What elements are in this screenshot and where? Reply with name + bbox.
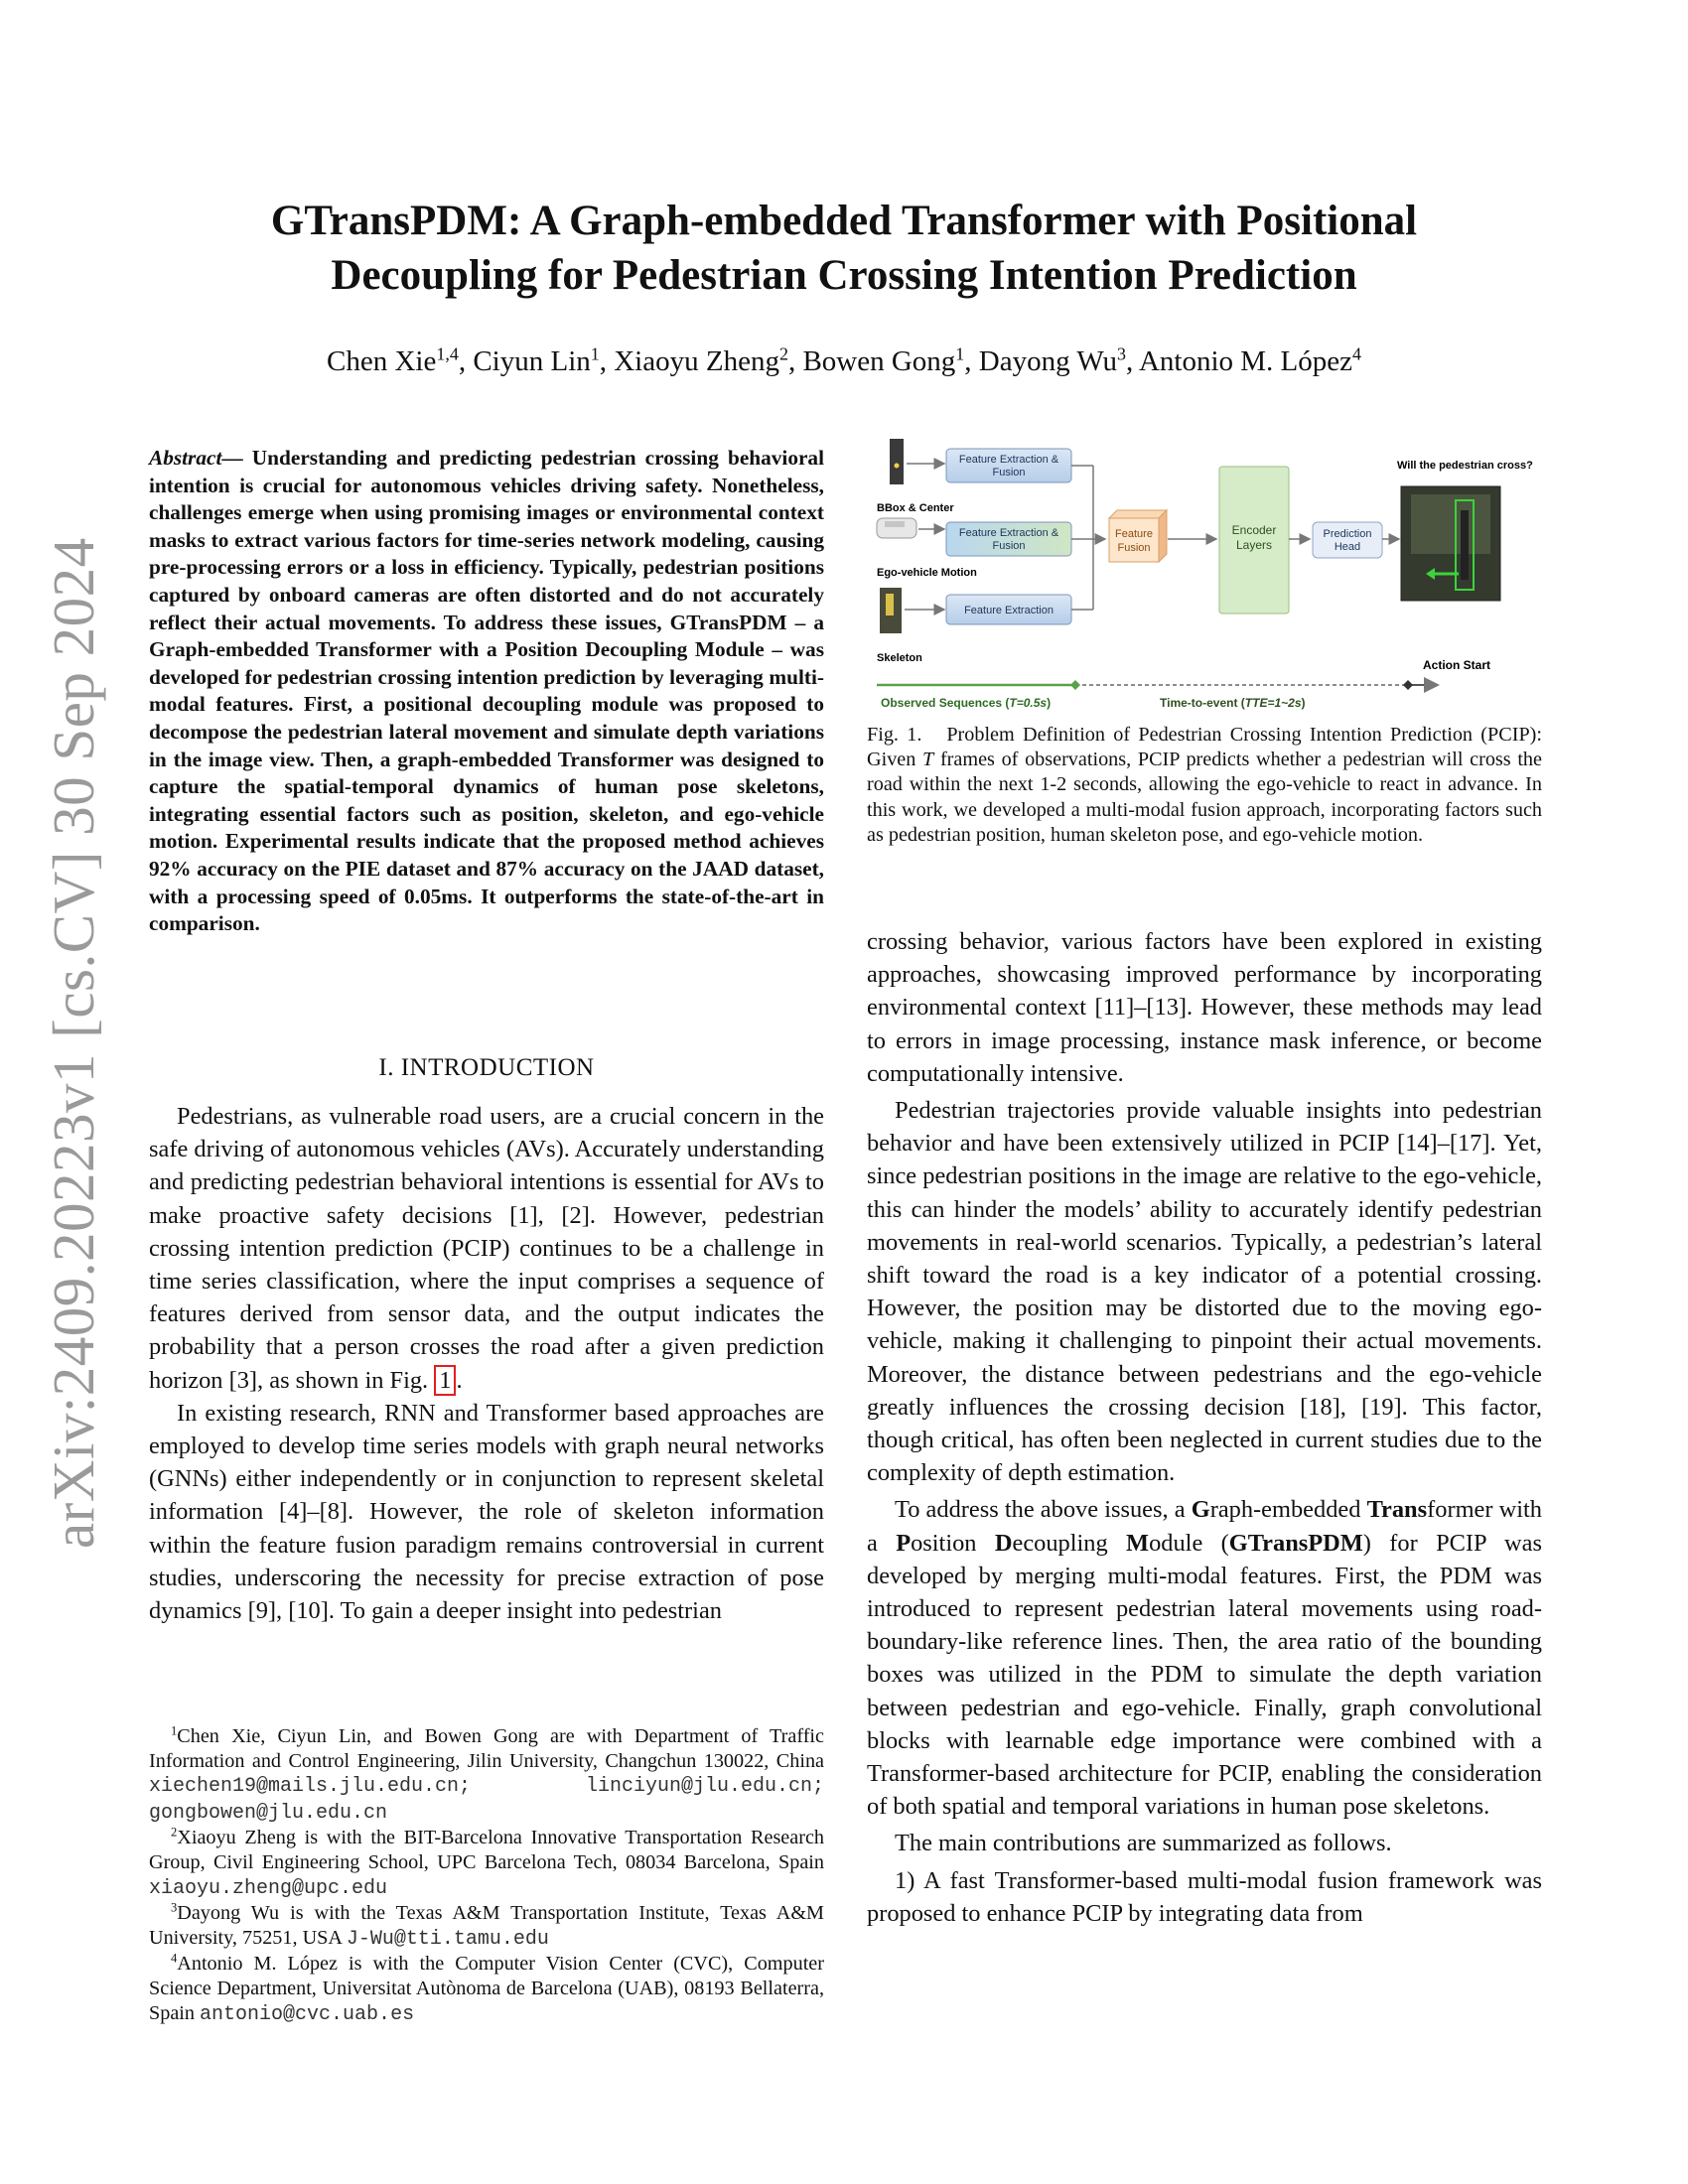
caption-variable: T (922, 749, 934, 771)
author-list: Chen Xie$^{1,4}$, Ciyun Lin$^1$, Xiaoyu Zheng$^2$, Bowen Gong$^1$, Dayong Wu$^3$, Antonio M. López$^4$ (327, 343, 1361, 377)
pcip-diagram-svg (867, 439, 1552, 715)
paragraph-text: Pedestrians, as vulnerable road users, are a crucial concern in the safe driving of autonomous vehicles (AVs). Accurately understanding and predicting pedestrian behavioral intentions is essential for AVs to make proactive safety decisions [1], [2]. However, pedestrian crossing intention prediction (PCIP) continues to be a challenge in time series classification, where the input comprises a sequence of features derived from sensor data, and the output indicates the probability that a person crosses the road after a given prediction horizon [3], as shown in Fig. (149, 1103, 824, 1394)
box-label: Head (1334, 541, 1361, 553)
box-label: Layers (1235, 538, 1273, 552)
observed-sequence-label: Observed Sequences (T=0.5s) (881, 696, 1052, 710)
footnote-text: Dayong Wu is with the Texas A&M Transportation Institute, Texas A&M University, 75251, USA (149, 1902, 824, 1949)
footnote (149, 1826, 824, 1901)
box-label: Feature (1115, 528, 1153, 540)
author: Xiaoyu Zheng (614, 345, 779, 377)
feature-fusion-box (1109, 518, 1159, 562)
author-affiliation: 3 (1117, 343, 1127, 364)
paragraph: 1) A fast Transformer-based multi-modal fusion framework was proposed to enhance PCIP by integrating data from (867, 1866, 1542, 1927)
intro-left-column (149, 1100, 824, 1627)
author: Ciyun Lin (473, 345, 591, 377)
label-ego-motion: Ego-vehicle Motion (877, 567, 977, 579)
abstract (149, 445, 824, 938)
scene-background (1411, 494, 1490, 554)
footnote (149, 1952, 824, 2027)
timeline-marker (1403, 680, 1413, 690)
footnote-email: xiaoyu.zheng@upc.edu (149, 1876, 388, 1900)
figure-1-diagram (867, 439, 1552, 715)
box-label: Feature Extraction (964, 605, 1054, 616)
paragraph: In existing research, RNN and Transformer based approaches are employed to develop time series models with graph neural networks (GNNs) either independently or in conjunction to represent skeletal information [4]–[8]. However, the role of skeleton information within the feature fusion paradigm remains controversial in current studies, underscoring the necessity for precise extraction of pose dynamics [9], [10]. To gain a deeper insight into pedestrian (149, 1399, 824, 1625)
intro-right-column (867, 925, 1542, 1934)
footnote-email: antonio@cvc.uab.es (200, 2002, 415, 2026)
box-label: Encoder (1231, 523, 1277, 537)
author-affiliation: 4 (1352, 343, 1361, 364)
paper-title (149, 194, 1539, 303)
author: Antonio M. López (1138, 345, 1352, 377)
author-affiliation: 2 (778, 343, 788, 364)
footnote-mark: 3 (171, 1900, 178, 1915)
footnote (149, 1724, 824, 1826)
prediction-question: Will the pedestrian cross? (1397, 460, 1533, 472)
paragraph (149, 1100, 824, 1397)
tte-label: Time-to-event (TTE=1~2s) (1160, 696, 1306, 710)
footnote-mark: 1 (171, 1723, 178, 1738)
label-skeleton: Skeleton (877, 652, 922, 664)
paragraph-text: . (456, 1366, 463, 1394)
figure-link[interactable]: 1 (434, 1365, 456, 1396)
box-label: Feature Extraction & (958, 454, 1059, 466)
footnote (149, 1901, 824, 1952)
fusion-box-side (1159, 510, 1167, 562)
car-window-icon (885, 521, 905, 527)
abstract-label: Abstract (149, 446, 222, 470)
footnote-text: Chen Xie, Ciyun Lin, and Bowen Gong are with Department of Traffic Information and Control Engineering, Jilin University, Changchun 130022, China (149, 1725, 824, 1772)
center-point-icon (895, 464, 900, 469)
footnote-email: J-Wu@tti.tamu.edu (346, 1927, 549, 1951)
paragraph: Pedestrian trajectories provide valuable insights into pedestrian behavior and have been extensively utilized in PCIP [14]–[17]. Yet, since pedestrian positions in the image are relative to the ego-vehicle, this can hinder the models’ ability to accurately identify pedestrian movements in real-world scenarios. Typically, a pedestrian’s lateral shift toward the road is a key indicator of a potential crossing. However, the position may be distorted due to the moving ego-vehicle, making it challenging to pinpoint their actual movements. Moreover, the distance between pedestrians and the ego-vehicle greatly influences the crossing decision [18], [19]. This factor, though critical, has often been neglected in current studies due to the complexity of depth estimation. (867, 1097, 1542, 1487)
footnote-text: Xiaoyu Zheng is with the BIT-Barcelona Innovative Transportation Research Group, Civil Engineering School, UPC Barcelona Tech, 08034 Barcelona, Spain (149, 1827, 824, 1873)
title-line-2: Decoupling for Pedestrian Crossing Intention Prediction (331, 252, 1357, 299)
figure-caption (867, 723, 1542, 848)
footnotes (149, 1724, 824, 2027)
label-bbox-center: BBox & Center (877, 502, 954, 514)
author-affiliation: 1,4 (436, 343, 459, 364)
fusion-box-top (1109, 510, 1167, 518)
abstract-text: — Understanding and predicting pedestrian crossing behavioral intention is crucial for autonomous vehicles driving safety. Nonetheless, challenges emerge when using promising images or environmental context masks to extract various factors for time-series network modeling, causing pre-processing errors or a loss in efficiency. Typically, pedestrian positions captured by onboard cameras are often distorted and do not accurately reflect their actual movements. To address these issues, GTransPDM – a Graph-embedded Transformer with a Position Decoupling Module – was developed for pedestrian crossing intention prediction by leveraging multi-modal features. First, a positional decoupling module was proposed to decompose the pedestrian lateral movement and simulate depth variations in the image view. Then, a graph-embedded Transformer was designed to capture the spatial-temporal dynamics of human pose skeletons, integrating essential factors such as position, skeleton, and ego-vehicle motion. Experimental results indicate that the proposed method achieves 92% accuracy on the PIE dataset and 87% accuracy on the JAAD dataset, with a processing speed of 0.05ms. It outperforms the state-of-the-art in comparison. (149, 446, 824, 936)
box-label: Fusion (992, 540, 1026, 552)
box-label: Fusion (1117, 542, 1151, 554)
paragraph: crossing behavior, various factors have been explored in existing approaches, showcasing improved performance by incorporating environmental context [11]–[13]. However, these methods may lead to errors in image processing, instance mask inference, or become computationally intensive. (867, 928, 1542, 1087)
section-heading: I. INTRODUCTION (378, 1054, 595, 1081)
box-label: Fusion (992, 467, 1026, 478)
box-label: Feature Extraction & (958, 527, 1059, 539)
author: Chen Xie (327, 345, 437, 377)
footnote-mark: 4 (171, 1951, 178, 1966)
author-affiliation: 1 (590, 343, 600, 364)
paragraph: To address the above issues, a Graph-embedded Transformer with a Position Decoupling Module (GTransPDM) for PCIP was developed by merging multi-modal features. First, the PDM was introduced to represent pedestrian lateral movements using road-boundary-like reference lines. Then, the area ratio of the bounding boxes was utilized in the PDM to simulate the depth variation between pedestrian and ego-vehicle. Finally, graph convolutional blocks with learnable edge importance were combined with a Transformer-based architecture for PCIP, enabling the consideration of both spatial and temporal variations in human pose skeletons. (867, 1496, 1543, 1821)
caption-label: Fig. 1. (867, 724, 922, 746)
footnote-mark: 2 (171, 1825, 178, 1840)
paragraph: The main contributions are summarized as follows. (895, 1830, 1392, 1857)
pedestrian-figure (1461, 510, 1469, 580)
caption-text: Problem Definition of Pedestrian Crossing Intention Prediction (PCIP): Given (867, 724, 1543, 771)
author: Dayong Wu (978, 345, 1118, 377)
timeline-marker (1070, 680, 1080, 690)
caption-text: frames of observations, PCIP predicts whether a pedestrian will cross the road within the next 1-2 seconds, allowing the ego-vehicle to react in advance. In this work, we developed a multi-modal fusion approach, incorporating factors such as pedestrian position, human skeleton pose, and ego-vehicle motion. (867, 749, 1542, 846)
bbox-thumbnail (890, 439, 904, 484)
title-line-1: GTransPDM: A Graph-embedded Transformer with Positional (270, 198, 1418, 244)
author-affiliation: 1 (955, 343, 965, 364)
footnote-text: Antonio M. López is with the Computer Vision Center (CVC), Computer Science Department, Universitat Autònoma de Barcelona (UAB), 08193 Bellaterra, Spain (149, 1953, 824, 2024)
skeleton-pose-icon (886, 594, 894, 615)
footnote-email: xiechen19@mails.jlu.edu.cn; linciyun@jlu.edu.cn; gongbowen@jlu.edu.cn (149, 1775, 824, 1825)
arxiv-identifier: arXiv:2409.20223v1 [cs.CV] 30 Sep 2024 (41, 537, 106, 1549)
action-start-label: Action Start (1423, 658, 1491, 672)
box-label: Prediction (1323, 528, 1372, 540)
author: Bowen Gong (802, 345, 956, 377)
